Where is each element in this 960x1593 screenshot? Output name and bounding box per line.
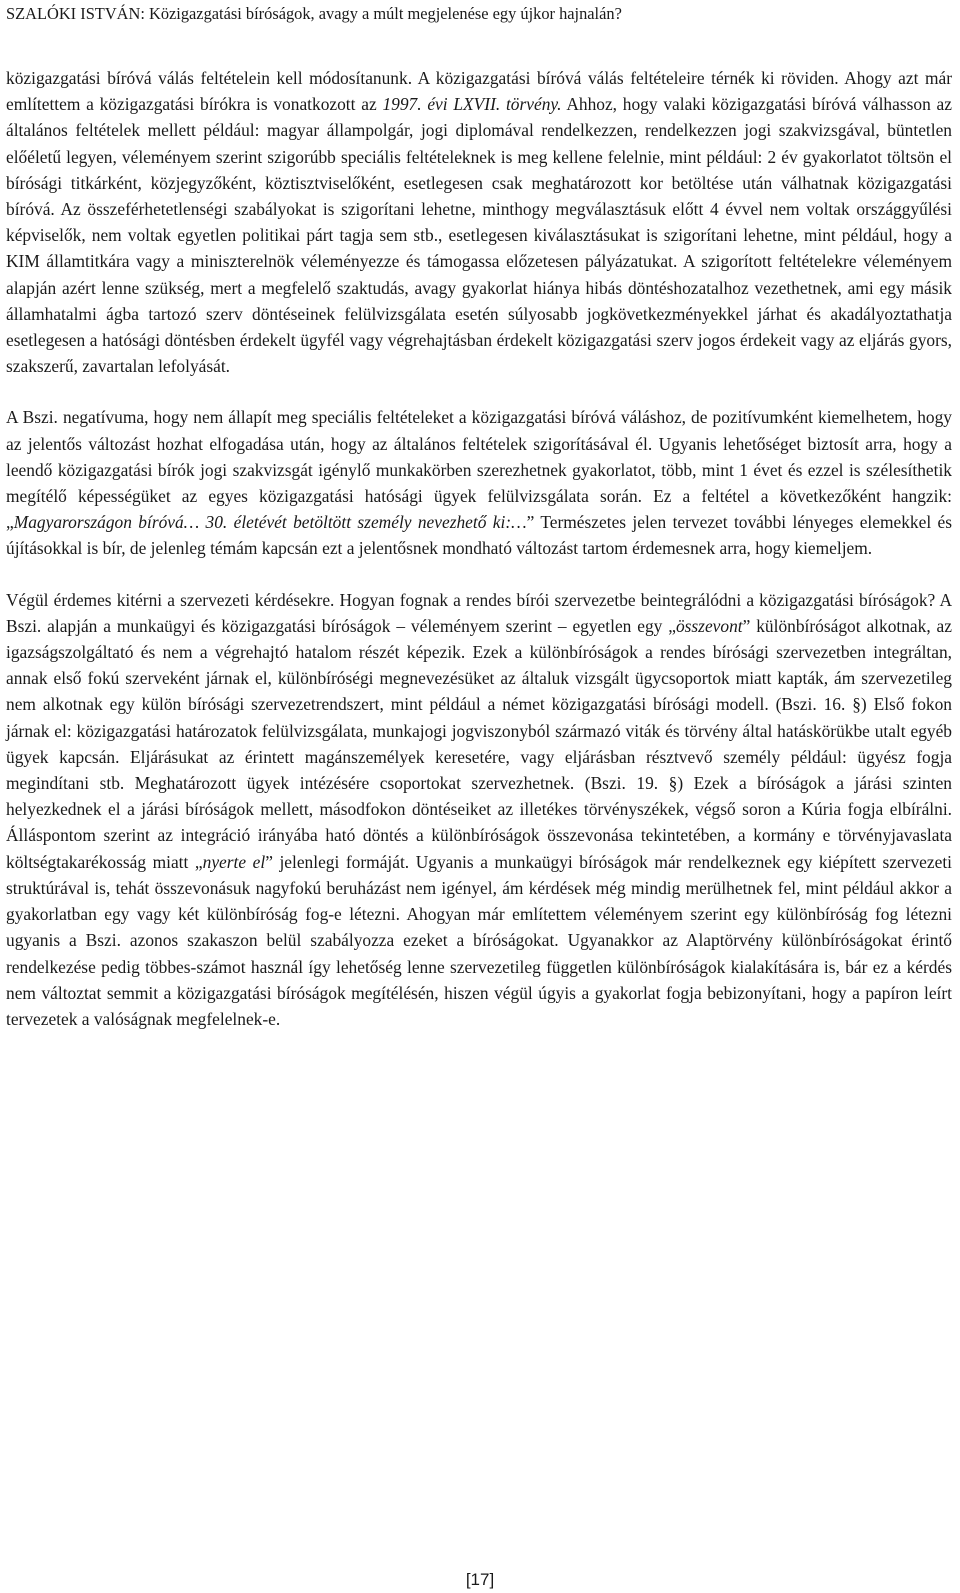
- paragraph-1: [6, 65, 952, 379]
- paragraph-2: [6, 404, 952, 561]
- author-name-1: ZALÓKI: [15, 4, 81, 23]
- paragraph-1-text-c: Ahhoz, hogy valaki közigazgatási bíróvá válhasson az általános feltételek mellett például: magyar állampolgár, jogi diplomával rendelkezzen, rendelkezzen jogi szakvizsgával, büntetlen előéletű legyen, véleményem szerint szigorúbb speciális feltételeknek is meg kellene felelnie, mint például: 2 év gyakorlatot töltsön el bírósági titkárként, közjegyzőként, köztisztviselőként, esetlegesen csak meghatározott kor betöltése után válhatnak közigazgatási bíróvá. Az összeférhetetlenségi szabályokat is szigorítani lehetne, minthogy megválasztásuk előtt 4 évvel nem voltak országgyűlési képviselők, nem voltak egyetlen politikai párt tagja sem stb., esetlegesen kiválasztásukat is szigorítani lehetne, mint például, hogy a KIM államtitkára vagy a miniszterelnök véleményezze és támogassa előzetesen pályázatukat. A szigorított feltételekre véleményem alapján azért lenne szükség, mert a megfelelő szaktudás, avagy gyakorlat hiánya hibás döntéshozatalhoz vezethetnek, ami egy másik államhatalmi ágba tartozó szerv döntéseinek felülvizsgálata esetén súlyosabb jogkövetkezményekkel járhat és akadályoztathatja esetlegesen a hatósági döntésben érdekelt ügyfél vagy végrehajtásban érdekelt közigazgatási szerv jogos érdekeit vagy az eljárás gyors, szakszerű, zavartalan lefolyását.: [6, 94, 952, 377]
- header-author: [6, 4, 140, 23]
- paragraph-3-text-c2: ” jelenlegi formáját. Ugyanis a munkaügyi bíróságok már rendelkeznek egy kiépített szervezeti struktúrával is, tehát összevonásuk nagyfokú beruházást nem igényel, ám kérdések még mindig merülhetnek fel, mint például akkor a gyakorlatban egy vagy két különbíróság fog-e létezni. Ahogyan már említettem véleményem szerint egy különbíróság fog létezni ugyanis a Bszi. azonos szakaszon belül szabályozza ezeket a bíróságokat. Ugyanakkor az Alaptörvény különbíróságokat érintő rendelkezése pedig többes-számot használ így lehetőség lenne szervezetileg független különbíróságok kialakítására is, bár ez a kérdés nem változtat semmit a közigazgatási bíróságok megítélésén, hiszen végül úgyis a gyakorlat fogja bebizonyítani, hogy a papíron leírt tervezetek a valóságnak megfelelnek-e.: [6, 851, 952, 1029]
- paragraph-1-text-a: közigazgatási bíróvá válás feltételein kell módosítanunk. A közigazgatási bíróvá válás feltételeire térnék ki röviden. Ahogy azt már említettem a közigazgatási bírókra is vonatkozott az: [6, 68, 952, 115]
- paragraph-3-italic-2: nyerte el: [202, 851, 266, 872]
- paragraph-1-italic: 1997. évi LXVII. törvény.: [382, 94, 562, 115]
- paragraph-3-text-a: Végül érdemes kitérni a szervezeti kérdésekre. Hogyan fognak a rendes bírói szervezetbe beintegrálódni a közigazgatási bíróságok? A Bszi. alapján a munkaügyi és közigazgatási bíróságok – véleményem szerint – egyetlen egy „: [6, 589, 952, 636]
- author-name-2: STVÁN: [85, 4, 141, 23]
- author-initial-1: S: [6, 4, 16, 23]
- author-initial-2: I: [80, 4, 86, 23]
- paragraph-3-text-c: ” különbíróságot alkotnak, az igazságszolgáltató és nem a végrehajtó hatalom részét képezik. Ezek a különbíróságok a rendes bírósági szervezetben integráltan, annak első fokú szerveként járnak el, különbíróségi megnevezésüket az általuk vizsgált ügycsoportok miatt kapták, ám szervezetileg nem alkotnak egy külön bírósági szervezetrendszert, mint például a német közigazgatási bírósági modell. (Bszi. 16. §) Első fokon járnak el: közigazgatási határozatok felülvizsgálata, munkajogi jogviszonyból származó viták és törvény által hatáskörükbe utalt egyéb ügyek kapcsán. Eljárásukat az érintett magánszemélyek keresetére, vagy eljárásban résztvevő személy például: ügyész fogja megindítani stb. Meghatározott ügyek intézésére csoportokat szervezhetnek. (Bszi. 19. §) Ezek a bíróságok a járási szinten helyezkednek el a járási bíróságok mellett, másodfokon döntéseiket az illetékes törvényszékek, végső soron a Kúria fogja elbírálni. Álláspontom szerint az integráció irányába ható döntés a különbíróságok összevonása tekintetében, a kormány e törvényjavaslata költségtakarékosság miatt „: [6, 615, 952, 872]
- running-header: [6, 4, 954, 24]
- paragraph-3: [6, 587, 952, 1032]
- paragraph-2-text-c: ” Természetes jelen tervezet további lényeges elemekkel és újításokkal is bír, de jelenleg témám kapcsán ezt a jelentősnek mondható változást tartom érdemesnek arra, hogy kiemeljem.: [6, 512, 953, 559]
- paragraph-2-italic: Magyarországon bíróvá… 30. életévét betöltött személy nevezhető ki:…: [13, 512, 527, 533]
- paragraph-3-italic-1: összevont: [675, 615, 743, 636]
- paragraph-2-text-a: A Bszi. negatívuma, hogy nem állapít meg speciális feltételeket a közigazgatási bíróvá váláshoz, de pozitívumként kiemelhetem, hogy az jelentős változást hozhat elfogadása után, hogy az általános feltételek szigorításával él. Ugyanis lehetőséget biztosít arra, hogy a leendő közigazgatási bírók jogi szakvizsgát igénylő munkakörben szerezhetnek gyakorlatot, több, mint 1 évet és ezzel is szélesíthetik megítélő képességüket az egyes közigazgatási hatósági ügyek felülvizsgálata során. Ez a feltétel a következőként hangzik: „: [6, 407, 952, 533]
- page-number: [17]: [465, 1570, 495, 1589]
- header-title: : Közigazgatási bíróságok, avagy a múlt megjelenése egy újkor hajnalán?: [140, 4, 622, 23]
- body-text: [6, 65, 952, 1032]
